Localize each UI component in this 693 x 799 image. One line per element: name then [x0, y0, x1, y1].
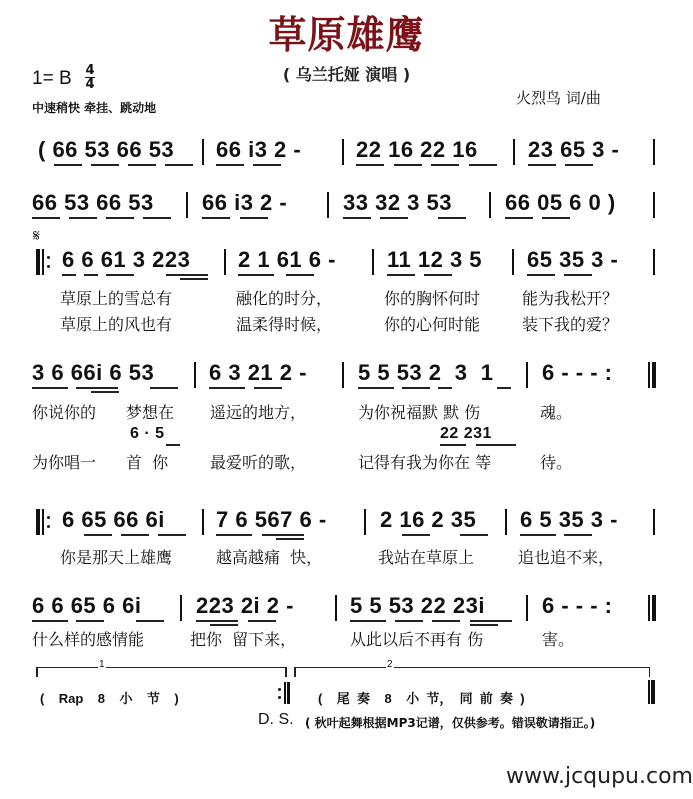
barline — [489, 192, 491, 218]
lyric-verse1: 融化的时分， — [236, 289, 333, 308]
barline — [180, 595, 182, 621]
measure: 11 12 3 5 — [387, 247, 483, 272]
barline — [513, 139, 515, 165]
measure: 5 5 53 2 3 1 — [358, 360, 494, 385]
barline — [202, 139, 204, 165]
measure: 6 65 66 6i — [62, 507, 165, 532]
barline — [327, 192, 329, 218]
lyric-verse1: 你的胸怀何时 — [384, 289, 481, 308]
measure: 6 5 35 3 - — [520, 507, 618, 532]
lyric-verse2: 装下我的爱？ — [522, 315, 619, 334]
barline — [342, 139, 344, 165]
score-row-1 — [0, 137, 693, 173]
lyric-verse2: 为你唱一 — [32, 453, 97, 472]
barline — [512, 249, 514, 275]
measure: 3 6 66i 6 53 — [32, 360, 155, 385]
barline — [653, 139, 655, 165]
barline — [342, 362, 344, 388]
segno-icon: 𝄋 — [33, 226, 40, 245]
measure: 66 53 66 53 — [32, 190, 154, 215]
barline — [526, 362, 528, 388]
lyric-verse2: 你的心何时能 — [384, 315, 481, 334]
measure: ( 66 53 66 53 — [38, 137, 175, 162]
score-row-5 — [0, 507, 693, 543]
lyric-verse1: 草原上的雪总有 — [60, 289, 173, 308]
lyric-verse1: 你说你的 — [32, 403, 97, 422]
measure: 2 16 2 35 — [380, 507, 477, 532]
score-row-6 — [0, 593, 693, 629]
dal-segno: D. S. — [258, 711, 294, 728]
time-signature — [84, 64, 96, 91]
measure: 6 6 65 6 6i — [32, 593, 142, 618]
lyric-chorus: 越高越痛 快， — [216, 548, 323, 567]
measure: 66 i3 2 - — [216, 137, 302, 162]
lyric-verse1: 梦想在 — [126, 403, 175, 422]
score-row-3 — [0, 247, 693, 283]
measure: 2 1 61 6 - — [238, 247, 336, 272]
barline — [526, 595, 528, 621]
lyric-chorus: 我站在草原上 — [378, 548, 475, 567]
measure: 6 6 61 3 223 — [62, 247, 191, 272]
barline — [653, 192, 655, 218]
measure: 5 5 53 22 23i — [350, 593, 485, 618]
author-credit: 火烈鸟 词/曲 — [516, 89, 601, 107]
lyric-verse2: 最爱听的歌， — [210, 453, 307, 472]
measure: 7 6 567 6 - — [216, 507, 327, 532]
lyric-chorus: 你是那天上雄鹰 — [60, 548, 173, 567]
barline — [224, 249, 226, 275]
barline — [335, 595, 337, 621]
time-sig-bottom: 4 — [85, 77, 95, 92]
lyric-chorus: 把你 留下来， — [190, 630, 297, 649]
measure: 66 i3 2 - — [202, 190, 288, 215]
volta-bracket-1: 1 — [36, 667, 287, 677]
song-title: 草原雄鹰 — [268, 13, 425, 57]
volta-bracket-2: 2 — [294, 667, 650, 677]
transcriber-note: ( 秋叶起舞根据MP3记谱，仅供参考。错误敬请指正。) — [305, 716, 596, 730]
lyric-chorus: 害。 — [542, 630, 575, 649]
lyric-verse1: 魂。 — [540, 403, 573, 422]
ending-1-text: ( Rap 8 小 节 ) — [40, 691, 179, 706]
score-row-4 — [0, 360, 693, 396]
tempo-marking: 中速稍快 牵挂、跳动地 — [32, 101, 157, 115]
ending-2-text: ( 尾 奏 8 小 节， 同 前 奏 ) — [318, 691, 525, 706]
measure: 33 32 3 53 — [343, 190, 452, 215]
lyric-verse2: 待。 — [540, 453, 573, 472]
site-watermark: www.jcqupu.com — [506, 764, 693, 789]
lyric-verse2: 温柔得时候， — [236, 315, 333, 334]
barline — [505, 509, 507, 535]
variant-notes: 22 231 — [440, 425, 492, 442]
barline — [202, 509, 204, 535]
score-row-2 — [0, 190, 693, 226]
key-signature: 1= B — [32, 68, 72, 89]
measure: 65 35 3 - — [527, 247, 619, 272]
measure: 6 3 21 2 - — [209, 360, 307, 385]
barline — [653, 249, 655, 275]
barline — [194, 362, 196, 388]
lyric-verse1: 为你祝福默 默 伤 — [358, 403, 481, 422]
measure: 66 05 6 0 ) — [505, 190, 616, 215]
barline — [364, 509, 366, 535]
measure: 23 65 3 - — [528, 137, 620, 162]
time-sig-top: 4 — [85, 63, 95, 78]
lyric-verse1: 遥远的地方， — [210, 403, 307, 422]
lyric-chorus: 从此以后不再有 伤 — [350, 630, 484, 649]
performer: ( 乌兰托娅 演唱 ) — [282, 65, 411, 84]
lyric-verse2: 记得有我为你在 等 — [358, 453, 492, 472]
measure: 22 16 22 16 — [356, 137, 478, 162]
measure: 6 - - - : — [542, 593, 613, 618]
measure: 223 2i 2 - — [196, 593, 294, 618]
barline — [186, 192, 188, 218]
variant-notes: 6 · 5 — [130, 425, 165, 442]
lyric-verse2: 首 你 — [126, 453, 169, 472]
lyric-chorus: 什么样的感情能 — [32, 630, 145, 649]
lyric-verse1: 能为我松开？ — [522, 289, 619, 308]
barline — [653, 509, 655, 535]
measure: 6 - - - : — [542, 360, 613, 385]
barline — [372, 249, 374, 275]
lyric-chorus: 追也追不来， — [518, 548, 615, 567]
lyric-verse2: 草原上的风也有 — [60, 315, 173, 334]
